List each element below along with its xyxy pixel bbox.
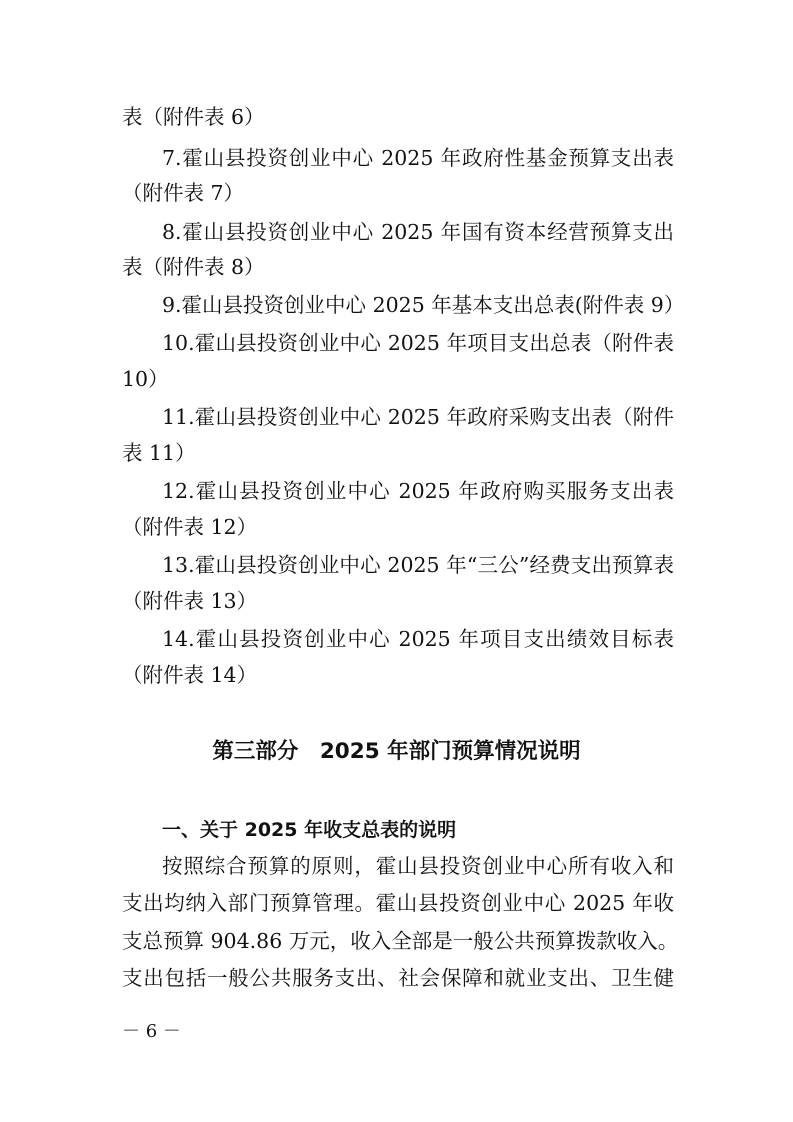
list-item-8-line-1: 8.霍山县投资创业中心 2025 年国有资本经营预算支出 xyxy=(162,220,674,244)
list-item-13-line-1: 13.霍山县投资创业中心 2025 年“三公”经费支出预算表 xyxy=(162,553,674,577)
paragraph-line-4: 支出包括一般公共服务支出、社会保障和就业支出、卫生健 xyxy=(122,966,674,990)
list-item-9: 9.霍山县投资创业中心 2025 年基本支出总表(附件表 9） xyxy=(162,293,685,317)
page-number: － 6 － xyxy=(122,1021,181,1042)
list-item-7-line-2: （附件表 7） xyxy=(122,181,245,205)
list-item-continuation: 表（附件表 6） xyxy=(122,105,265,129)
section-title: 第三部分 2025 年部门预算情况说明 xyxy=(212,739,581,764)
paragraph-line-1: 按照综合预算的原则，霍山县投资创业中心所有收入和 xyxy=(162,854,674,878)
paragraph-line-3: 支总预算 904.86 万元，收入全部是一般公共预算拨款收入。 xyxy=(122,929,679,953)
list-item-11-line-1: 11.霍山县投资创业中心 2025 年政府采购支出表（附件 xyxy=(162,405,674,429)
list-item-12-line-2: （附件表 12） xyxy=(122,515,258,539)
paragraph-line-2: 支出均纳入部门预算管理。霍山县投资创业中心 2025 年收 xyxy=(122,891,674,915)
list-item-13-line-2: （附件表 13） xyxy=(122,589,258,613)
list-item-14-line-2: （附件表 14） xyxy=(122,663,258,687)
list-item-10-line-1: 10.霍山县投资创业中心 2025 年项目支出总表（附件表 xyxy=(162,331,674,355)
list-item-14-line-1: 14.霍山县投资创业中心 2025 年项目支出绩效目标表 xyxy=(162,627,674,651)
subsection-title: 一、关于 2025 年收支总表的说明 xyxy=(162,819,457,841)
list-item-12-line-1: 12.霍山县投资创业中心 2025 年政府购买服务支出表 xyxy=(162,479,674,503)
list-item-8-line-2: 表（附件表 8） xyxy=(122,255,265,279)
list-item-7-line-1: 7.霍山县投资创业中心 2025 年政府性基金预算支出表 xyxy=(162,146,674,170)
list-item-11-line-2: 表 11） xyxy=(122,441,196,465)
list-item-10-line-2: 10） xyxy=(122,367,169,391)
